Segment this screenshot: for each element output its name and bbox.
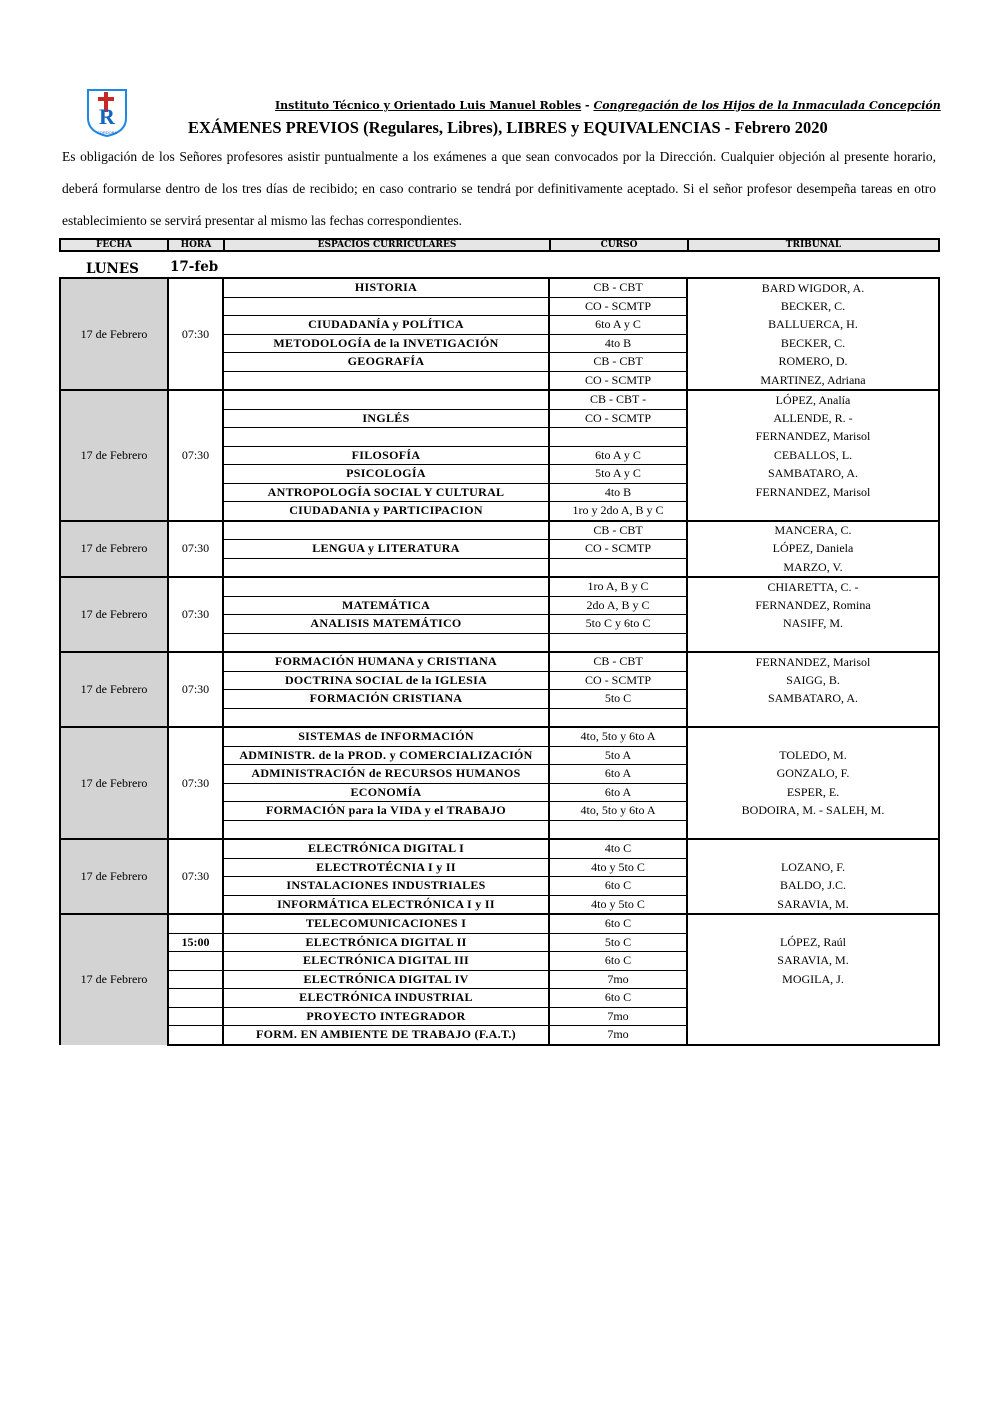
empty-time-cell	[168, 952, 223, 971]
tribunal-cell: SAMBATARO, A.	[687, 690, 939, 709]
course-cell	[549, 708, 687, 727]
tribunal-cell: FERNANDEZ, Marisol	[687, 428, 939, 447]
subject-cell: FORM. EN AMBIENTE DE TRABAJO (F.A.T.)	[223, 1026, 549, 1045]
course-cell: 5to A	[549, 746, 687, 765]
subject-cell	[223, 708, 549, 727]
subject-cell	[223, 297, 549, 316]
congregation-name: Congregación de los Hijos de la Inmaculada Concepción	[593, 99, 941, 112]
subject-cell: INSTALACIONES INDUSTRIALES	[223, 877, 549, 896]
empty-time-cell	[168, 989, 223, 1008]
tribunal-cell: TOLEDO, M.	[687, 746, 939, 765]
tribunal-cell: MANCERA, C.	[687, 521, 939, 540]
course-cell: CB - CBT	[549, 652, 687, 671]
exam-date-cell: 17 de Febrero	[60, 278, 168, 390]
course-cell: 4to B	[549, 483, 687, 502]
institution-line	[275, 99, 941, 112]
exam-time-cell: 07:30	[168, 390, 223, 521]
tribunal-cell: LOZANO, F.	[687, 858, 939, 877]
exam-schedule-table	[59, 277, 940, 1046]
tribunal-cell: BALLUERCA, H.	[687, 316, 939, 335]
subject-cell: CIUDADANÍA y POLÍTICA	[223, 316, 549, 335]
tribunal-cell: LÓPEZ, Daniela	[687, 540, 939, 559]
course-cell: 7mo	[549, 1026, 687, 1045]
subject-cell: PSICOLOGÍA	[223, 465, 549, 484]
tribunal-cell: BALDO, J.C.	[687, 877, 939, 896]
course-cell: 4to y 5to C	[549, 895, 687, 914]
empty-time-cell	[168, 1007, 223, 1026]
table-row	[60, 952, 939, 971]
course-cell: 5to C y 6to C	[549, 615, 687, 634]
course-cell: 4to, 5to y 6to A	[549, 802, 687, 821]
course-cell: 6to C	[549, 989, 687, 1008]
course-cell	[549, 428, 687, 447]
subject-cell	[223, 820, 549, 839]
course-cell: 6to C	[549, 952, 687, 971]
subject-cell	[223, 521, 549, 540]
empty-time-cell	[168, 914, 223, 933]
subject-cell: ANTROPOLOGÍA SOCIAL Y CULTURAL	[223, 483, 549, 502]
subject-cell: ELECTRÓNICA INDUSTRIAL	[223, 989, 549, 1008]
course-cell: 6to A y C	[549, 446, 687, 465]
exam-time-cell: 07:30	[168, 577, 223, 652]
course-cell: 1ro y 2do A, B y C	[549, 502, 687, 521]
course-cell	[549, 820, 687, 839]
table-row	[60, 989, 939, 1008]
tribunal-cell	[687, 708, 939, 727]
exam-date-cell: 17 de Febrero	[60, 914, 168, 1045]
column-header-curso: CURSO	[600, 240, 638, 250]
table-row	[60, 521, 939, 540]
table-row	[60, 390, 939, 409]
subject-cell: FORMACIÓN HUMANA y CRISTIANA	[223, 652, 549, 671]
exam-time-cell: 15:00	[168, 933, 223, 952]
subject-cell: ECONOMÍA	[223, 783, 549, 802]
tribunal-cell: MARTINEZ, Adriana	[687, 371, 939, 390]
course-cell: 6to A y C	[549, 316, 687, 335]
course-cell: 7mo	[549, 970, 687, 989]
subject-cell: ELECTRÓNICA DIGITAL II	[223, 933, 549, 952]
course-cell: 7mo	[549, 1007, 687, 1026]
subject-cell	[223, 577, 549, 596]
column-header-espacios: ESPACIOS CURRICULARES	[317, 240, 457, 250]
exam-date-cell: 17 de Febrero	[60, 390, 168, 521]
tribunal-cell: ALLENDE, R. -	[687, 409, 939, 428]
column-header-hora: HORA	[180, 240, 212, 250]
course-cell: 4to y 5to C	[549, 858, 687, 877]
course-cell: CO - SCMTP	[549, 671, 687, 690]
tribunal-cell	[687, 1026, 939, 1045]
tribunal-cell: SAIGG, B.	[687, 671, 939, 690]
course-cell: CO - SCMTP	[549, 409, 687, 428]
tribunal-cell	[687, 727, 939, 746]
tribunal-cell	[687, 502, 939, 521]
tribunal-cell: BECKER, C.	[687, 334, 939, 353]
tribunal-cell	[687, 633, 939, 652]
tribunal-cell: BODOIRA, M. - SALEH, M.	[687, 802, 939, 821]
tribunal-cell	[687, 914, 939, 933]
tribunal-cell: MOGILA, J.	[687, 970, 939, 989]
empty-time-cell	[168, 1026, 223, 1045]
svg-text:CORDOBA: CORDOBA	[96, 130, 118, 135]
course-cell: 1ro A, B y C	[549, 577, 687, 596]
subject-cell	[223, 390, 549, 409]
subject-cell: INFORMÁTICA ELECTRÓNICA I y II	[223, 895, 549, 914]
subject-cell: ELECTRÓNICA DIGITAL I	[223, 839, 549, 858]
table-row	[60, 1007, 939, 1026]
tribunal-cell: NASIFF, M.	[687, 615, 939, 634]
course-cell: CB - CBT -	[549, 390, 687, 409]
subject-cell: TELECOMUNICACIONES I	[223, 914, 549, 933]
subject-cell: DOCTRINA SOCIAL de la IGLESIA	[223, 671, 549, 690]
exam-date-cell: 17 de Febrero	[60, 652, 168, 727]
course-cell: 5to C	[549, 690, 687, 709]
tribunal-cell: SARAVIA, M.	[687, 895, 939, 914]
exam-time-cell: 07:30	[168, 521, 223, 578]
subject-cell: SISTEMAS de INFORMACIÓN	[223, 727, 549, 746]
subject-cell: METODOLOGÍA de la INVETIGACIÓN	[223, 334, 549, 353]
subject-cell	[223, 558, 549, 577]
table-row	[60, 970, 939, 989]
subject-cell: LENGUA y LITERATURA	[223, 540, 549, 559]
subject-cell: PROYECTO INTEGRADOR	[223, 1007, 549, 1026]
tribunal-cell: FERNANDEZ, Romina	[687, 596, 939, 615]
course-cell: 4to, 5to y 6to A	[549, 727, 687, 746]
course-cell	[549, 558, 687, 577]
exam-time-cell: 07:30	[168, 727, 223, 839]
page-title: EXÁMENES PREVIOS (Regulares, Libres), LIBRES y EQUIVALENCIAS - Febrero 2020	[188, 118, 828, 137]
tribunal-cell: MARZO, V.	[687, 558, 939, 577]
course-cell: 6to A	[549, 765, 687, 784]
tribunal-cell: SARAVIA, M.	[687, 952, 939, 971]
course-cell: 5to C	[549, 933, 687, 952]
tribunal-cell: FERNANDEZ, Marisol	[687, 483, 939, 502]
table-row	[60, 914, 939, 933]
exam-time-cell: 07:30	[168, 652, 223, 727]
tribunal-cell	[687, 989, 939, 1008]
tribunal-cell: BARD WIGDOR, A.	[687, 278, 939, 297]
subject-cell: FORMACIÓN CRISTIANA	[223, 690, 549, 709]
subject-cell	[223, 428, 549, 447]
subject-cell: MATEMÁTICA	[223, 596, 549, 615]
exam-date-cell: 17 de Febrero	[60, 521, 168, 578]
course-cell: 2do A, B y C	[549, 596, 687, 615]
institution-separator: -	[581, 99, 594, 112]
empty-time-cell	[168, 970, 223, 989]
table-row	[60, 839, 939, 858]
tribunal-cell: BECKER, C.	[687, 297, 939, 316]
school-logo-icon	[84, 88, 130, 138]
tribunal-cell: CEBALLOS, L.	[687, 446, 939, 465]
exam-date-cell: 17 de Febrero	[60, 577, 168, 652]
course-cell: 4to C	[549, 839, 687, 858]
course-cell: 6to C	[549, 914, 687, 933]
course-cell: CO - SCMTP	[549, 540, 687, 559]
course-cell: 4to B	[549, 334, 687, 353]
course-cell: CB - CBT	[549, 353, 687, 372]
table-row	[60, 652, 939, 671]
course-cell: CB - CBT	[549, 278, 687, 297]
institution-name: Instituto Técnico y Orientado Luis Manuel Robles	[275, 99, 582, 112]
table-row	[60, 278, 939, 297]
intro-paragraph: Es obligación de los Señores profesores asistir puntualmente a los exámenes a que sean convocados por la Dirección. Cualquier objeción al presente horario, deberá formularse dentro de los tres días de recibido; en caso contrario se tendrá por definitivamente aceptado. Si el señor profesor desempeña tareas en otro establecimiento se servirá presentar al mismo las fechas correspondientes.	[62, 149, 936, 228]
subject-cell: ANALISIS MATEMÁTICO	[223, 615, 549, 634]
subject-cell: CIUDADANIA y PARTICIPACION	[223, 502, 549, 521]
course-cell: 5to A y C	[549, 465, 687, 484]
course-cell	[549, 633, 687, 652]
tribunal-cell: SAMBATARO, A.	[687, 465, 939, 484]
subject-cell: ELECTRÓNICA DIGITAL IV	[223, 970, 549, 989]
tribunal-cell: ROMERO, D.	[687, 353, 939, 372]
subject-cell	[223, 371, 549, 390]
subject-cell: ADMINISTRACIÓN de RECURSOS HUMANOS	[223, 765, 549, 784]
table-row	[60, 933, 939, 952]
exam-date-cell: 17 de Febrero	[60, 727, 168, 839]
tribunal-cell: CHIARETTA, C. -	[687, 577, 939, 596]
tribunal-cell: FERNANDEZ, Marisol	[687, 652, 939, 671]
day-date: 17-feb	[170, 259, 219, 275]
table-row	[60, 727, 939, 746]
subject-cell: FILOSOFÍA	[223, 446, 549, 465]
exam-time-cell: 07:30	[168, 278, 223, 390]
course-cell: 6to A	[549, 783, 687, 802]
subject-cell: ELECTROTÉCNIA I y II	[223, 858, 549, 877]
subject-cell: ADMINISTR. de la PROD. y COMERCIALIZACIÓN	[223, 746, 549, 765]
svg-text:R: R	[99, 104, 115, 129]
exam-time-cell: 07:30	[168, 839, 223, 914]
course-cell: 6to C	[549, 877, 687, 896]
subject-cell: HISTORIA	[223, 278, 549, 297]
column-header-tribunal: TRIBUNAL	[785, 240, 842, 250]
subject-cell: ELECTRÓNICA DIGITAL III	[223, 952, 549, 971]
course-cell: CO - SCMTP	[549, 297, 687, 316]
tribunal-cell	[687, 1007, 939, 1026]
subject-cell	[223, 633, 549, 652]
tribunal-cell: ESPER, E.	[687, 783, 939, 802]
day-name: LUNES	[86, 261, 139, 277]
tribunal-cell: LÓPEZ, Analía	[687, 390, 939, 409]
course-cell: CO - SCMTP	[549, 371, 687, 390]
course-cell: CB - CBT	[549, 521, 687, 540]
column-header-fecha: FECHA	[96, 240, 132, 250]
subject-cell: GEOGRAFÍA	[223, 353, 549, 372]
subject-cell: INGLÉS	[223, 409, 549, 428]
tribunal-cell: GONZALO, F.	[687, 765, 939, 784]
exam-date-cell: 17 de Febrero	[60, 839, 168, 914]
tribunal-cell: LÓPEZ, Raúl	[687, 933, 939, 952]
table-row	[60, 1026, 939, 1045]
subject-cell: FORMACIÓN para la VIDA y el TRABAJO	[223, 802, 549, 821]
column-header-bar	[59, 238, 940, 252]
table-row	[60, 577, 939, 596]
tribunal-cell	[687, 820, 939, 839]
tribunal-cell	[687, 839, 939, 858]
